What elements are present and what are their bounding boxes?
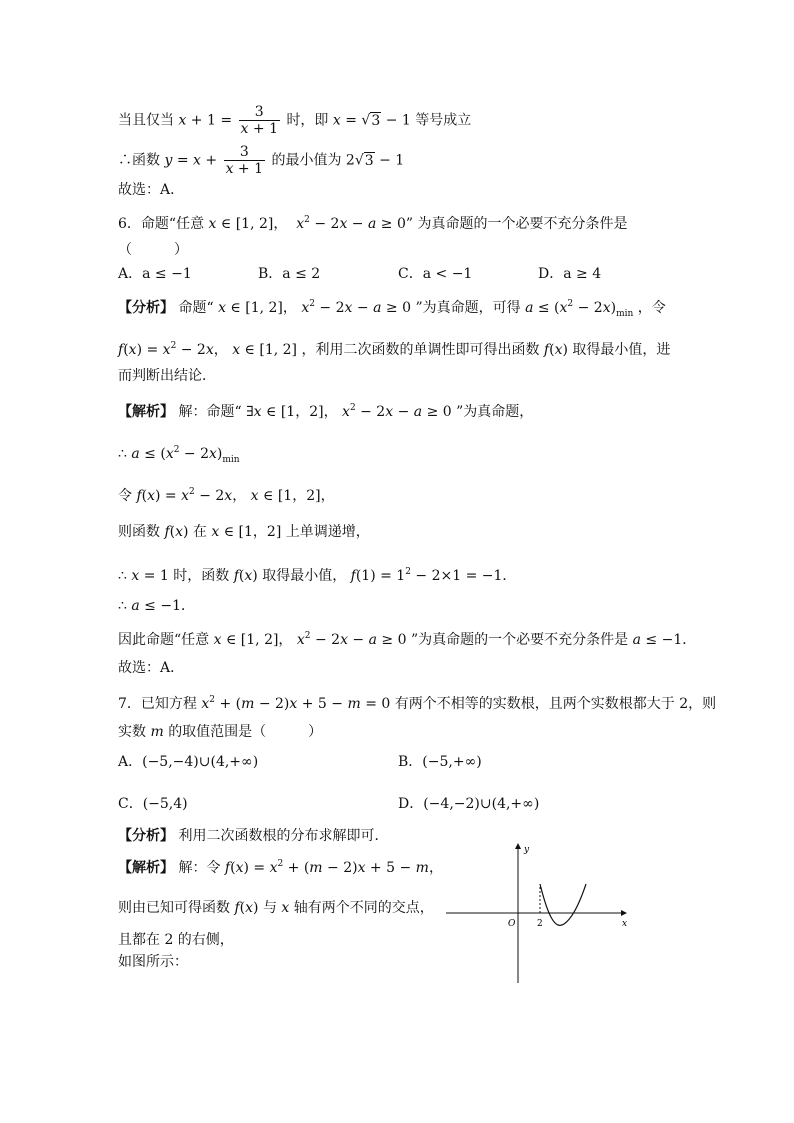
text: 6．命题“任意 (118, 216, 205, 232)
text: ”为真命题，可得 (415, 300, 521, 316)
option-7d: D．(−4,−2)∪(4,+∞) (398, 796, 540, 812)
solution-6-answer: 故选：A． (118, 660, 185, 676)
text: 的取值范围是（ ） (168, 724, 323, 740)
solution-6-line1: 【解析】 解：命题“ ∃x ∈ [1，2]， $x^2 - 2x - a \ge 0$ ”为真命题， (118, 403, 534, 420)
y-axis-label: y (524, 845, 530, 855)
text: 的最小值为 (271, 152, 342, 169)
solution-7-line3: 且都在 2 的右侧， (118, 932, 234, 948)
question-7-stem-2: 实数 m 的取值范围是（ ） (118, 724, 323, 740)
solution-tag: 【解析】 (118, 860, 174, 876)
text: 7．已知方程 (118, 696, 197, 712)
solution-6-line3: 令 $f(x) = x^2 - 2x$， x ∈ [1，2]， (118, 487, 335, 504)
parabola-curve (540, 884, 586, 925)
min-value-line: ∴函数 y = x + $\frac{3}{x + 1}$ 的最小值为 2√3 − 1 (118, 144, 405, 177)
analysis-tag: 【分析】 (118, 828, 174, 844)
option-7b: B．(−5,+∞) (398, 754, 482, 770)
solution-6-line4: 则函数 f(x) 在 x ∈ [1，2] 上单调递增， (118, 524, 370, 540)
text: 取得最小值， (262, 568, 347, 584)
text: 当且仅当 (118, 112, 174, 129)
text: ”为真命题， (456, 404, 534, 420)
parabola-figure (440, 838, 640, 988)
analysis-6-line2: $f(x) = x^2 - 2x$， x ∈ [1, 2] ，利用二次函数的单调性即可得出函数 f(x) 取得最小值，进 (118, 341, 671, 358)
text: 有两个不相等的实数根，且两个实数根都大于 2，则 (394, 696, 717, 712)
text: 上单调递增， (285, 524, 370, 540)
x-axis-label: x (622, 919, 628, 929)
answer-line: 故选：A． (118, 182, 185, 198)
text: 时，即 (286, 112, 329, 129)
analysis-tag: 【分析】 (118, 300, 174, 316)
text: 轴有两个不同的交点， (293, 900, 434, 916)
solution-6-line7: 因此命题“任意 x ∈ [1, 2]， $x^2 - 2x - a \ge 0$ ”为真命题的一个必要不充分条件是 a ≤ −1． (118, 631, 697, 648)
text: 取得最小值，进 (572, 342, 671, 358)
option-6c: C．a < −1 (398, 266, 473, 282)
text: 实数 (118, 724, 146, 740)
text: 则由已知可得函数 (118, 900, 230, 916)
option-7c: C．(−5,4) (118, 796, 188, 812)
text: ”为真命题的一个必要不充分条件是 (410, 632, 629, 648)
question-7-stem: 7．已知方程 $x^2 + (m - 2)x + 5 - m = 0$ 有两个不相等的实数根，且两个实数根都大于 2，则 (118, 695, 717, 712)
tick-label-2: 2 (537, 919, 543, 929)
solution-6-line2: ∴ $a \le (x^2 - 2x)_{min}$ (118, 445, 240, 465)
solution-6-line5: ∴ x = 1 时，函数 f(x) 取得最小值， $f(1) = 1^2 - 2\times 1 = -1$． (118, 567, 517, 584)
equality-condition-line: 当且仅当 x + 1 = $\frac{3}{x + 1}$ 时，即 x = √3 − 1 等号成立 (118, 104, 472, 137)
text: 时，函数 (173, 568, 230, 584)
text: 与 (262, 900, 277, 916)
question-6-blank: （ ） (118, 242, 188, 258)
solution-7-line4: 如图所示： (118, 954, 188, 970)
question-6-stem: 6．命题“任意 x ∈ [1, 2]， $x^2 - 2x - a \ge 0$” 为真命题的一个必要不充分条件是 (118, 215, 628, 232)
text: 等号成立 (415, 112, 472, 129)
option-7a: A．(−5,−4)∪(4,+∞) (118, 754, 259, 770)
solution-6-line6: ∴ a ≤ −1． (118, 598, 195, 614)
analysis-6-line3: 而判断出结论． (118, 368, 216, 384)
text: ∴函数 (118, 152, 160, 169)
text: 利用二次函数根的分布求解即可． (178, 828, 389, 844)
option-6b: B．a ≤ 2 (258, 266, 321, 282)
analysis-6-line1: 【分析】 命题“ x ∈ [1, 2]， $x^2 - 2x - a \ge 0$ ”为真命题，可得 $a \le (x^2 - 2x)_{min}$ ，令 (118, 299, 666, 319)
text: 则函数 (118, 524, 160, 540)
analysis-7-line (118, 826, 388, 846)
text: ，令 (637, 300, 666, 316)
text: 为真命题的一个必要不充分条件是 (417, 216, 628, 232)
text: 解：令 (178, 860, 221, 876)
text: ，利用二次函数的单调性即可得出函数 (301, 342, 540, 358)
origin-label: O (508, 919, 516, 929)
text: 命题“ (178, 300, 214, 316)
text: 因此命题“任意 (118, 632, 210, 648)
option-6d: D．a ≥ 4 (538, 266, 602, 282)
option-6a: A．a ≤ −1 (118, 266, 192, 282)
fraction: $\frac{3}{x + 1}$ (225, 144, 264, 177)
text: 令 (118, 488, 132, 504)
text: 解：命题“ (178, 404, 242, 420)
solution-7-line1: 【解析】 解：令 $f(x) = x^2 + (m - 2)x + 5 - m$， (118, 859, 443, 876)
solution-tag: 【解析】 (118, 404, 174, 420)
solution-7-line2: 则由已知可得函数 f(x) 与 x 轴有两个不同的交点， (118, 900, 434, 916)
fraction: $\frac{3}{x + 1}$ (240, 104, 278, 137)
